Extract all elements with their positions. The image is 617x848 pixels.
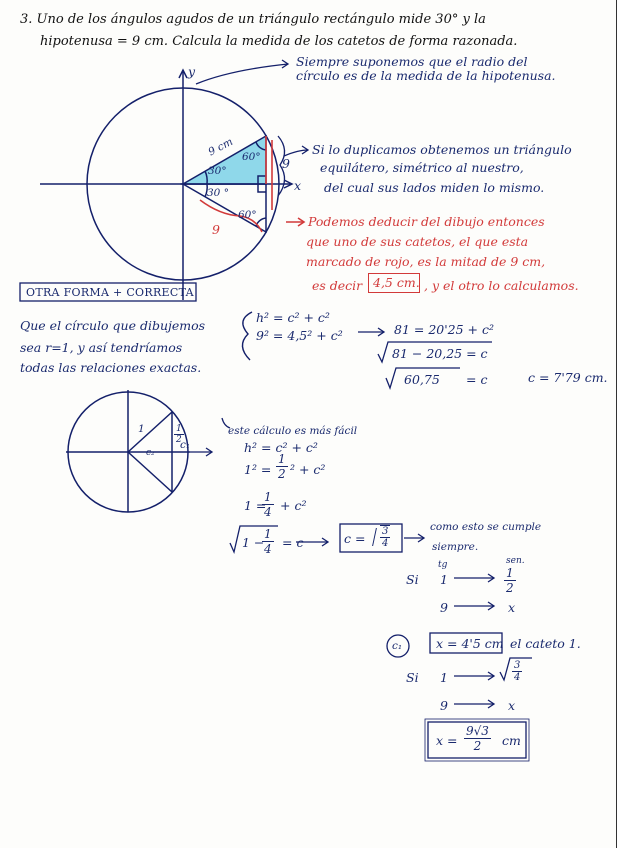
red-answer-box — [368, 273, 420, 293]
method1-brace — [242, 312, 252, 360]
diagram1-side-9-right: 9 — [282, 156, 290, 171]
red-answer-text: 4,5 cm. — [373, 275, 420, 290]
other-method-line-1: Que el círculo que dibujemos — [20, 318, 206, 333]
c1-cateto-label: el cateto 1. — [510, 636, 581, 651]
method2-eq3a: 1 = — [244, 498, 267, 513]
proportion1-tg-label: tg — [438, 560, 448, 570]
method2-eq2a: 1² = — [244, 462, 272, 477]
diagram1-angle-60-upper: 60° — [242, 151, 261, 163]
final-fraction: $\frac{9√3}{2}$ — [466, 724, 489, 753]
diagram1-hypotenuse-label: 9 cm — [206, 135, 235, 159]
diagram1-y-label: y — [188, 64, 196, 79]
diagram1-angle-30-upper: 30° — [208, 165, 227, 177]
method2-eq4b: = c — [282, 535, 304, 550]
final-unit: cm — [502, 733, 521, 748]
duplicate-note-line-2: equilátero, simétrico al nuestro, — [320, 160, 524, 175]
diagram2-half-label: $\frac{1}{2}$ — [176, 424, 182, 445]
final-lhs: x = — [436, 733, 458, 748]
problem-line-1: 3. Uno de los ángulos agudos de un triángulo rectángulo mide 30° y la — [20, 12, 486, 27]
diagram2-figure — [66, 390, 190, 512]
diagram1-side-9-bottom: 9 — [212, 222, 220, 237]
proportion2-one: 1 — [440, 670, 448, 685]
method2-comment-line-2: siempre. — [432, 541, 479, 553]
c1-box-text: x = 4'5 cm — [436, 636, 504, 651]
proportion2-si: Si — [406, 670, 419, 685]
method1-eq3: 81 = 20'25 + c² — [394, 322, 495, 337]
duplicate-note-line-1: Si lo duplicamos obtenemos un triángulo — [312, 142, 572, 157]
proportion1-half: $\frac{1}{2}$ — [506, 566, 514, 595]
method2-eq4a: 1 − — [242, 535, 265, 550]
red-note-line-2: que uno de sus catetos, el que esta — [306, 234, 529, 249]
red-note-line-1: Podemos deducir del dibujo entonces — [308, 214, 545, 229]
assume-note-line-1: Siempre suponemos que el radio del — [296, 54, 528, 69]
method2-eq2-fraction: $\frac{1}{2}$ — [278, 452, 286, 481]
proportion1-sen-label: sen. — [506, 556, 525, 566]
red-note-line-3: marcado de rojo, es la mitad de 9 cm, — [306, 254, 546, 269]
method2-box-lhs: c = — [344, 531, 366, 546]
assume-arrow — [196, 64, 288, 84]
proportion1-one: 1 — [440, 572, 448, 587]
proportion1-nine: 9 — [440, 600, 448, 615]
proportion2-nine: 9 — [440, 698, 448, 713]
method2-easier-note: este cálculo es más fácil — [228, 425, 358, 437]
method1-eq4: 81 − 20,25 = c — [392, 346, 488, 361]
method2-eq4-fraction: $\frac{1}{4}$ — [264, 527, 272, 556]
duplicate-note-line-3: del cual sus lados miden lo mismo. — [324, 180, 545, 195]
method2-eq2b: ² + c² — [290, 462, 326, 477]
problem-line-2: hipotenusa = 9 cm. Calcula la medida de los catetos de forma razonada. — [40, 34, 518, 49]
diagram1-angle-30-lower: 30 ° — [207, 187, 229, 199]
other-method-line-3: todas las relaciones exactas. — [20, 360, 202, 375]
method2-eq3b: + c² — [280, 498, 307, 513]
diagram2-c2-label: c₂ — [146, 448, 155, 458]
method1-eq5-lhs: 60,75 — [404, 372, 440, 387]
method2-box-fraction: $\frac{3}{4}$ — [382, 526, 389, 549]
red-note-line-4a: es decir — [312, 278, 363, 293]
diagram1-angle-60-lower: 60° — [238, 209, 257, 221]
diagram1-x-label: x — [294, 178, 302, 193]
method1-eq1: h² = c² + c² — [256, 310, 330, 325]
red-note-line-4b: , y el otro lo calculamos. — [424, 278, 579, 293]
method2-eq3-fraction: $\frac{1}{4}$ — [264, 490, 272, 519]
method1-eq2: 9² = 4,5² + c² — [256, 328, 343, 343]
c1-circle-label: c₁ — [392, 640, 403, 652]
method2-comment-line-1: como esto se cumple — [430, 521, 542, 533]
method1-result: c = 7'79 cm. — [528, 370, 608, 385]
proportion2-x: x — [508, 698, 516, 713]
proportion2-root-fraction: $\frac{3}{4}$ — [514, 660, 521, 683]
diagram1-figure — [40, 70, 292, 300]
other-method-banner: OTRA FORMA + CORRECTA — [26, 286, 194, 299]
diagram2-c1-label: c₁ — [180, 439, 191, 451]
other-method-line-2: sea r=1, y así tendríamos — [20, 340, 183, 355]
method2-eq1: h² = c² + c² — [244, 440, 318, 455]
proportion1-x: x — [508, 600, 516, 615]
method1-eq5-rhs: = c — [466, 372, 488, 387]
assume-note-line-2: círculo es de la medida de la hipotenusa. — [296, 68, 556, 83]
diagram2-hypotenuse-label: 1 — [138, 423, 145, 435]
proportion1-si: Si — [406, 572, 419, 587]
